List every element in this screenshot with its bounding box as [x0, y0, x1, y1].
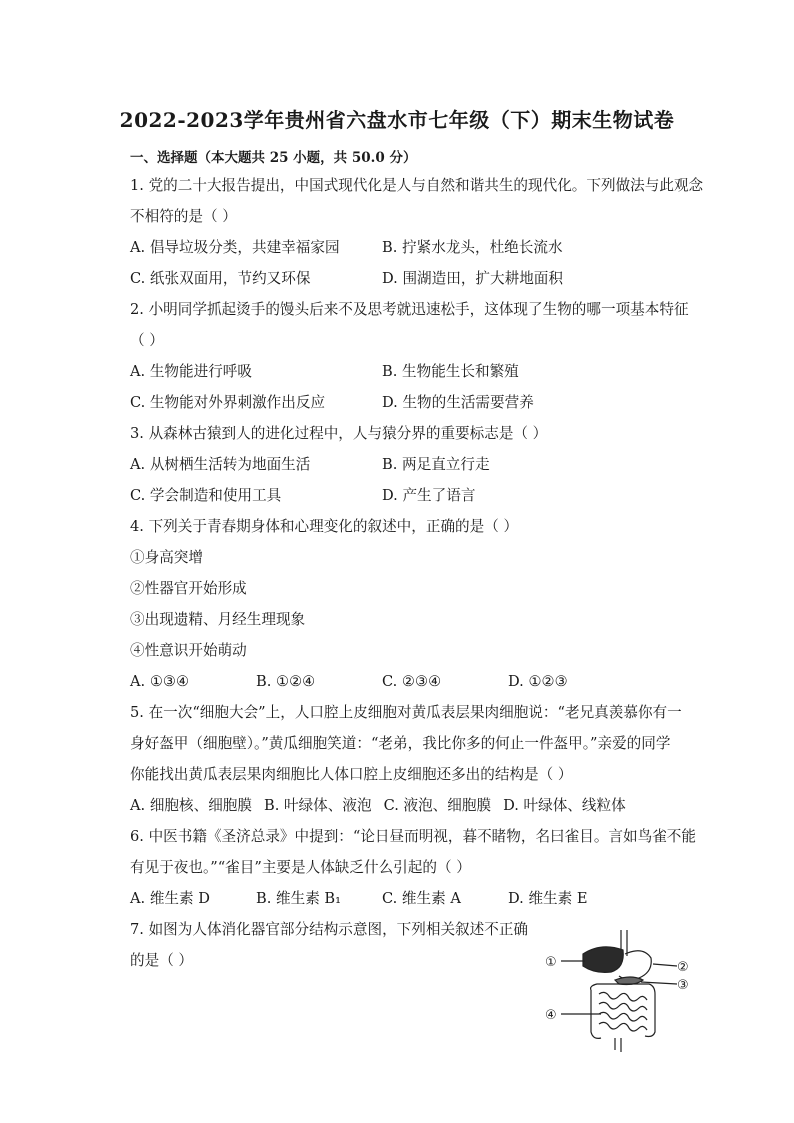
q4-option-c[interactable]: C. ②③④: [382, 673, 442, 690]
q6-options-row: [130, 885, 690, 916]
q4-option-d[interactable]: D. ①②③: [508, 673, 568, 690]
q4-option-a[interactable]: A. ①③④: [130, 673, 190, 690]
q4-option-b[interactable]: B. ①②④: [256, 673, 316, 690]
q5-option-b[interactable]: B. 叶绿体、液泡: [263, 797, 372, 814]
q4-stem-line-1: 4. 下列关于青春期身体和心理变化的叙述中，正确的是（ ）: [130, 518, 519, 535]
figure-label-3: ③: [677, 978, 689, 993]
q3-options-row-2: [130, 482, 690, 513]
figure-label-4: ④: [545, 1008, 557, 1023]
figure-label-2: ②: [677, 960, 689, 975]
large-intestine-shape: [591, 984, 655, 1038]
q7-stem-line-1: 7. 如图为人体消化器官部分结构示意图，下列相关叙述不正确: [130, 921, 529, 938]
q1-options-row-1: [130, 234, 690, 265]
q6-stem-line-2: 有见于夜也。”“雀目”主要是人体缺乏什么引起的（ ）: [130, 859, 471, 876]
q4-item-1: ①身高突增: [130, 549, 203, 566]
q5-stem-line-3: 你能找出黄瓜表层果肉细胞比人体口腔上皮细胞还多出的结构是（ ）: [130, 766, 573, 783]
q6-option-b[interactable]: B. 维生素 B₁: [256, 890, 341, 907]
q3-option-c[interactable]: C. 学会制造和使用工具: [130, 487, 282, 504]
q4-item-4: ④性意识开始萌动: [130, 642, 247, 659]
q4-options-row: [130, 668, 690, 699]
q2-option-c[interactable]: C. 生物能对外界刺激作出反应: [130, 394, 326, 411]
q2-options-row-2: [130, 389, 690, 420]
q5-stem-line-1: 5. 在一次“细胞大会”上，人口腔上皮细胞对黄瓜表层果肉细胞说：“老兄真羡慕你有一: [130, 704, 682, 721]
q1-options-row-2: [130, 265, 690, 296]
q1-stem-line-2: 不相符的是（ ）: [130, 208, 237, 225]
liver-shape: [583, 947, 623, 973]
q3-option-d[interactable]: D. 产生了语言: [382, 487, 476, 504]
q1-option-d[interactable]: D. 围湖造田，扩大耕地面积: [382, 270, 563, 287]
pancreas-shape: [615, 977, 643, 985]
q3-option-b[interactable]: B. 两足直立行走: [382, 456, 490, 473]
q5-option-d[interactable]: D. 叶绿体、线粒体: [503, 797, 626, 814]
small-intestine-shape: [599, 992, 647, 1031]
q6-option-c[interactable]: C. 维生素 A: [382, 890, 461, 907]
q1-option-b[interactable]: B. 拧紧水龙头，杜绝长流水: [382, 239, 563, 256]
q5-options-row: [130, 792, 690, 823]
q5-option-c[interactable]: C. 液泡、细胞膜: [383, 797, 492, 814]
rectum-shape: [615, 1038, 621, 1052]
q2-option-d[interactable]: D. 生物的生活需要营养: [382, 394, 534, 411]
leader-line-2: [653, 964, 677, 966]
section-header: 一、选择题（本大题共 25 小题，共 50.0 分）: [130, 150, 417, 166]
q5-stem-line-2: 身好盔甲（细胞壁）。”黄瓜细胞笑道：“老弟，我比你多的何止一件盔甲。”亲爱的同学: [130, 735, 671, 752]
q3-option-a[interactable]: A. 从树栖生活转为地面生活: [130, 456, 311, 473]
q6-option-d[interactable]: D. 维生素 E: [508, 890, 588, 907]
q5-option-a[interactable]: A. 细胞核、细胞膜: [130, 797, 252, 814]
q4-item-3: ③出现遗精、月经生理现象: [130, 611, 306, 628]
q2-option-a[interactable]: A. 生物能进行呼吸: [130, 363, 252, 380]
q6-stem-line-1: 6. 中医书籍《圣济总录》中提到：“论日昼而明视，暮不睹物，名曰雀目。言如鸟雀不能: [130, 828, 696, 845]
digestive-system-figure: [543, 928, 693, 1056]
q1-option-a[interactable]: A. 倡导垃圾分类，共建幸福家园: [130, 239, 340, 256]
q2-options-row-1: [130, 358, 690, 389]
figure-label-1: ①: [545, 955, 557, 970]
q4-item-2: ②性器官开始形成: [130, 580, 247, 597]
q1-option-c[interactable]: C. 纸张双面用，节约又环保: [130, 270, 311, 287]
q7-stem-line-2: 的是（ ）: [130, 952, 194, 969]
q6-option-a[interactable]: A. 维生素 D: [130, 890, 210, 907]
q1-stem-line-1: 1. 党的二十大报告提出，中国式现代化是人与自然和谐共生的现代化。下列做法与此观念: [130, 177, 704, 194]
q2-option-b[interactable]: B. 生物能生长和繁殖: [382, 363, 519, 380]
q2-stem-line-2: （ ）: [130, 332, 164, 349]
q3-options-row-1: [130, 451, 690, 482]
q3-stem-line-1: 3. 从森林古猿到人的进化过程中，人与猿分界的重要标志是（ ）: [130, 425, 548, 442]
q2-stem-line-1: 2. 小明同学抓起烫手的馒头后来不及思考就迅速松手，这体现了生物的哪一项基本特征: [130, 301, 689, 318]
page-title: 2022-2023学年贵州省六盘水市七年级（下）期末生物试卷: [119, 108, 675, 132]
questions-area: [130, 172, 704, 978]
